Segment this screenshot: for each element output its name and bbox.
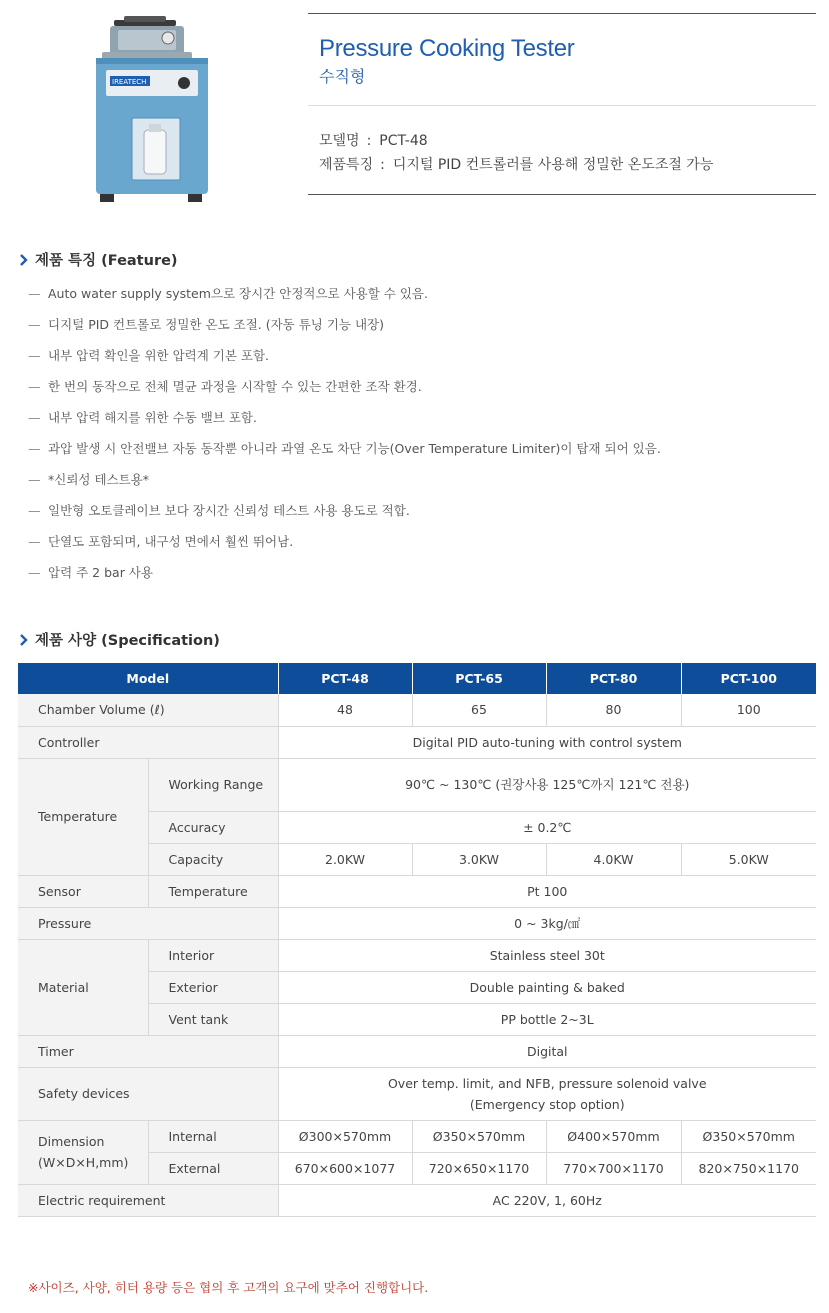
- row-sublabel: Working Range: [148, 758, 278, 811]
- feature-text: 내부 압력 확인을 위한 압력계 기본 포함.: [48, 348, 270, 363]
- cell: ± 0.2℃: [278, 811, 816, 843]
- row-sublabel: External: [148, 1152, 278, 1184]
- product-brand-label: IREATECH: [112, 78, 147, 86]
- cell: 2.0KW: [278, 843, 412, 875]
- feature-list: [28, 284, 818, 594]
- header-pct-48: PCT-48: [278, 663, 412, 694]
- row-label: Temperature: [18, 758, 148, 875]
- model-value: PCT-48: [379, 133, 428, 149]
- table-row: [18, 1067, 816, 1120]
- row-label: Pressure: [18, 907, 278, 939]
- product-title: Pressure Cooking Tester: [319, 35, 575, 62]
- list-item: — 일반형 오토클레이브 보다 장시간 신뢰성 테스트 사용 용도로 적합.: [28, 501, 818, 532]
- cell: Digital PID auto-tuning with control system: [278, 726, 816, 758]
- list-item: — 내부 압력 확인을 위한 압력계 기본 포함.: [28, 346, 818, 377]
- header-model: Model: [18, 663, 278, 694]
- table-row: [18, 694, 816, 726]
- cell: 0 ~ 3kg/㎠: [278, 907, 816, 939]
- cell: 48: [278, 694, 412, 726]
- cell: Ø350×570mm: [681, 1120, 816, 1152]
- row-label: Timer: [18, 1035, 278, 1067]
- feature-text: 단열도 포함되며, 내구성 면에서 훨씬 뛰어남.: [48, 534, 294, 549]
- row-sublabel: Accuracy: [148, 811, 278, 843]
- row-label: Controller: [18, 726, 278, 758]
- row-label: Chamber Volume (ℓ): [18, 694, 278, 726]
- feature-text: 디지털 PID 컨트롤로 정밀한 온도 조절. (자동 튜닝 기능 내장): [48, 317, 384, 332]
- spec-table: [18, 663, 816, 1217]
- cell: 65: [412, 694, 546, 726]
- feature-text: 일반형 오토클레이브 보다 장시간 신뢰성 테스트 사용 용도로 적합.: [48, 503, 410, 518]
- cell: [278, 1067, 816, 1120]
- row-label: Sensor: [18, 875, 148, 907]
- feature-text: 압력 주 2 bar 사용: [48, 565, 153, 580]
- header-pct-65: PCT-65: [412, 663, 546, 694]
- cell: 670×600×1077: [278, 1152, 412, 1184]
- header-pct-80: PCT-80: [546, 663, 681, 694]
- product-info-box: [308, 13, 816, 195]
- cell: Pt 100: [278, 875, 816, 907]
- cell: Ø350×570mm: [412, 1120, 546, 1152]
- list-item: — Auto water supply system으로 장시간 안정적으로 사용할 수 있음.: [28, 284, 818, 315]
- row-label: Material: [18, 939, 148, 1035]
- table-row: [18, 726, 816, 758]
- row-sublabel: Temperature: [148, 875, 278, 907]
- row-sublabel: Internal: [148, 1120, 278, 1152]
- cell: 3.0KW: [412, 843, 546, 875]
- cell: 90℃ ~ 130℃ (권장사용 125℃까지 121℃ 전용): [278, 758, 816, 811]
- table-row: [18, 1035, 816, 1067]
- model-label: 모델명: [319, 133, 360, 149]
- table-row: [18, 1184, 816, 1216]
- feature-label: 제품특징: [319, 157, 374, 173]
- dimension-label: Dimension: [38, 1134, 105, 1149]
- chevron-right-icon: [19, 633, 29, 647]
- list-item: — 과압 발생 시 안전밸브 자동 동작뿐 아니라 과열 온도 차단 기능(Over Temperature Limiter)이 탑재 되어 있음.: [28, 439, 818, 470]
- row-label: Safety devices: [18, 1067, 278, 1120]
- list-item: — *신뢰성 테스트용*: [28, 470, 818, 501]
- table-row: [18, 907, 816, 939]
- product-image: [88, 14, 216, 204]
- dimension-unit: (W×D×H,mm): [38, 1155, 129, 1170]
- cell: Double painting & baked: [278, 971, 816, 1003]
- row-label: Electric requirement: [18, 1184, 278, 1216]
- chevron-right-icon: [19, 253, 29, 267]
- feature-text: *신뢰성 테스트용*: [48, 472, 149, 487]
- list-item: — 한 번의 동작으로 전체 멸균 과정을 시작할 수 있는 간편한 조작 환경.: [28, 377, 818, 408]
- feature-text: 내부 압력 해지를 위한 수동 밸브 포함.: [48, 410, 257, 425]
- feature-text: 한 번의 동작으로 전체 멸균 과정을 시작할 수 있는 간편한 조작 환경.: [48, 379, 422, 394]
- row-sublabel: Exterior: [148, 971, 278, 1003]
- row-sublabel: Vent tank: [148, 1003, 278, 1035]
- spec-heading-text: 제품 사양 (Specification): [35, 633, 220, 649]
- cell: PP bottle 2~3L: [278, 1003, 816, 1035]
- cell: 100: [681, 694, 816, 726]
- cell: 820×750×1170: [681, 1152, 816, 1184]
- feature-text: Auto water supply system으로 장시간 안정적으로 사용할 수 있음.: [48, 286, 428, 301]
- table-row: [18, 758, 816, 811]
- row-sublabel: Interior: [148, 939, 278, 971]
- header-pct-100: PCT-100: [681, 663, 816, 694]
- row-sublabel: Capacity: [148, 843, 278, 875]
- feature-heading: [19, 249, 178, 270]
- cell: 720×650×1170: [412, 1152, 546, 1184]
- model-line: 모델명 : PCT-48: [319, 130, 428, 150]
- table-header-row: [18, 663, 816, 694]
- table-row: [18, 875, 816, 907]
- table-row: [18, 939, 816, 971]
- list-item: — 압력 주 2 bar 사용: [28, 563, 818, 594]
- safety-line-1: Over temp. limit, and NFB, pressure solenoid valve: [387, 1075, 707, 1091]
- cell: Ø400×570mm: [546, 1120, 681, 1152]
- cell: 4.0KW: [546, 843, 681, 875]
- table-row: [18, 1120, 816, 1152]
- cell: Stainless steel 30t: [278, 939, 816, 971]
- product-subtitle: 수직형: [319, 67, 366, 86]
- footnote: ※사이즈, 사양, 히터 용량 등은 협의 후 고객의 요구에 맞추어 진행합니다.: [28, 1280, 429, 1295]
- cell: 770×700×1170: [546, 1152, 681, 1184]
- cell: 80: [546, 694, 681, 726]
- spec-heading: [19, 629, 220, 650]
- feature-value: 디지털 PID 컨트롤러를 사용해 정밀한 온도조절 가능: [392, 157, 714, 173]
- divider: [308, 105, 816, 106]
- cell: Ø300×570mm: [278, 1120, 412, 1152]
- feature-text: 과압 발생 시 안전밸브 자동 동작뿐 아니라 과열 온도 차단 기능(Over Temperature Limiter)이 탑재 되어 있음.: [48, 441, 661, 456]
- list-item: — 단열도 포함되며, 내구성 면에서 훨씬 뛰어남.: [28, 532, 818, 563]
- cell: AC 220V, 1, 60Hz: [278, 1184, 816, 1216]
- row-label: [18, 1120, 148, 1184]
- list-item: — 내부 압력 해지를 위한 수동 밸브 포함.: [28, 408, 818, 439]
- feature-heading-text: 제품 특징 (Feature): [35, 253, 178, 269]
- safety-line-2: (Emergency stop option): [469, 1096, 625, 1112]
- feature-line: 제품특징 : 디지털 PID 컨트롤러를 사용해 정밀한 온도조절 가능: [319, 154, 713, 174]
- cell: 5.0KW: [681, 843, 816, 875]
- cell: Digital: [278, 1035, 816, 1067]
- list-item: — 디지털 PID 컨트롤로 정밀한 온도 조절. (자동 튜닝 기능 내장): [28, 315, 818, 346]
